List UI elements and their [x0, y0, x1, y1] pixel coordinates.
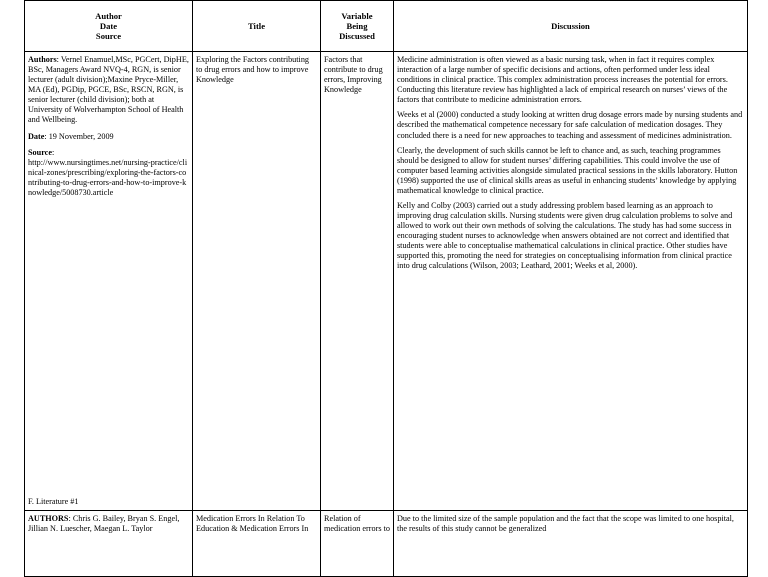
authors-text: : Vernel Enamuel,MSc, PGCert, DipHE, BSc, Managers Award NVQ-4, RGN, is senior lecturer (adult division);Maxine Pryce-Miller, MA (Ed), PGDip, PGCE, BSc, RSCN, RGN, is senior lecturer (child division); both at University of Wolverhampton School of Health and Wellbeing.: [28, 55, 189, 125]
discussion-cell: [394, 52, 748, 511]
source-colon: :: [51, 147, 55, 157]
discussion-paragraph: Medicine administration is often viewed as a basic nursing task, when in fact it requires complex interaction of a large number of specific decisions and actions, often performed under less ideal conditions in clinical practice. This complex administration process increases the potential for errors. Conducting this literature review has highlighted a lack of empirical research on nurses’ views of the factors that contribute to medicine administration errors.: [397, 55, 728, 105]
header-author-date-source: [25, 1, 193, 52]
author-date-source-cell: [25, 52, 193, 511]
header-variable-line3: Discussed: [339, 31, 375, 42]
literature-review-table: [24, 0, 748, 577]
date-text: : 19 November, 2009: [44, 131, 114, 141]
source-url: http://www.nursingtimes.net/nursing-practice/clinical-zones/prescribing/exploring-the-factors-contributing-to-drug-errors-and-how-to-improve-knowledge/5008730.article: [28, 157, 188, 197]
discussion-paragraph: Due to the limited size of the sample population and the fact that the scope was limited to one hospital, the results of this study cannot be generalized: [397, 514, 734, 534]
discussion-paragraph: Kelly and Colby (2003) carried out a study addressing problem based learning as an approach to improving drug calculation skills. Nursing students were given drug calculation problems to solve and allowed to work out their own methods of solving the calculations. The study has had some success in encouraging student nurses to acknowledge when answers obtained are not correct and identified that students were able to conceptualise mathematical calculations in clinical practice. Other studies have supported this, promoting the need for strategies on conceptualising information from clinical practice into drug calculations (Wilson, 2003; Leathard, 2001; Weeks et al, 2000).: [397, 201, 733, 271]
title-cell: Exploring the Factors contributing to drug errors and how to improve Knowledge: [193, 52, 321, 511]
authors-block: [28, 55, 189, 126]
header-source: Source: [95, 31, 122, 42]
variable-cell: Relation of medication errors to: [321, 511, 394, 577]
discussion-cell: [394, 511, 748, 577]
date-block: [28, 132, 189, 142]
variable-cell: Factors that contribute to drug errors, Improving Knowledge: [321, 52, 394, 511]
author-date-source-cell: [25, 511, 193, 577]
discussion-paragraph: Clearly, the development of such skills cannot be left to chance and, as such, teaching programmes should be designed to allow for student nurses’ differing capabilities. This could involve the use of computer based learning activities alongside simulated practical sessions in the skills laboratory. Hutton (1998) supported the use of clinical skills areas as useful in enhancing students’ knowledge by applying mathematical knowledge to clinical practice.: [397, 145, 738, 195]
table-row: [25, 511, 748, 577]
title-cell: Medication Errors In Relation To Education & Medication Errors In: [193, 511, 321, 577]
header-title: Title: [193, 1, 321, 52]
date-label: Date: [28, 131, 45, 141]
header-row: [25, 1, 748, 52]
authors-label: Authors: [28, 55, 57, 64]
header-author: Author: [95, 10, 122, 21]
header-variable: [321, 1, 394, 52]
header-variable-line2: Being: [346, 20, 368, 31]
table-row: [25, 52, 748, 511]
authors-text: : Chris G. Bailey, Bryan S. Engel, Jillian N. Luescher, Maegan L. Taylor: [28, 514, 180, 534]
literature-label: F. Literature #1: [28, 496, 79, 506]
authors-label: AUTHORS: [28, 514, 69, 523]
header-date: Date: [99, 20, 118, 31]
source-block: [28, 148, 189, 198]
source-label: Source: [28, 147, 52, 157]
header-discussion: Discussion: [394, 1, 748, 52]
header-variable-line1: Variable: [341, 10, 373, 21]
discussion-paragraph: Weeks et al (2000) conducted a study looking at written drug dosage errors made by nursing students and described the mathematical competence necessary for safe calculation of medication dosages. They concluded there is a need for new approaches to teaching and assessment of medicines administration.: [397, 110, 743, 140]
